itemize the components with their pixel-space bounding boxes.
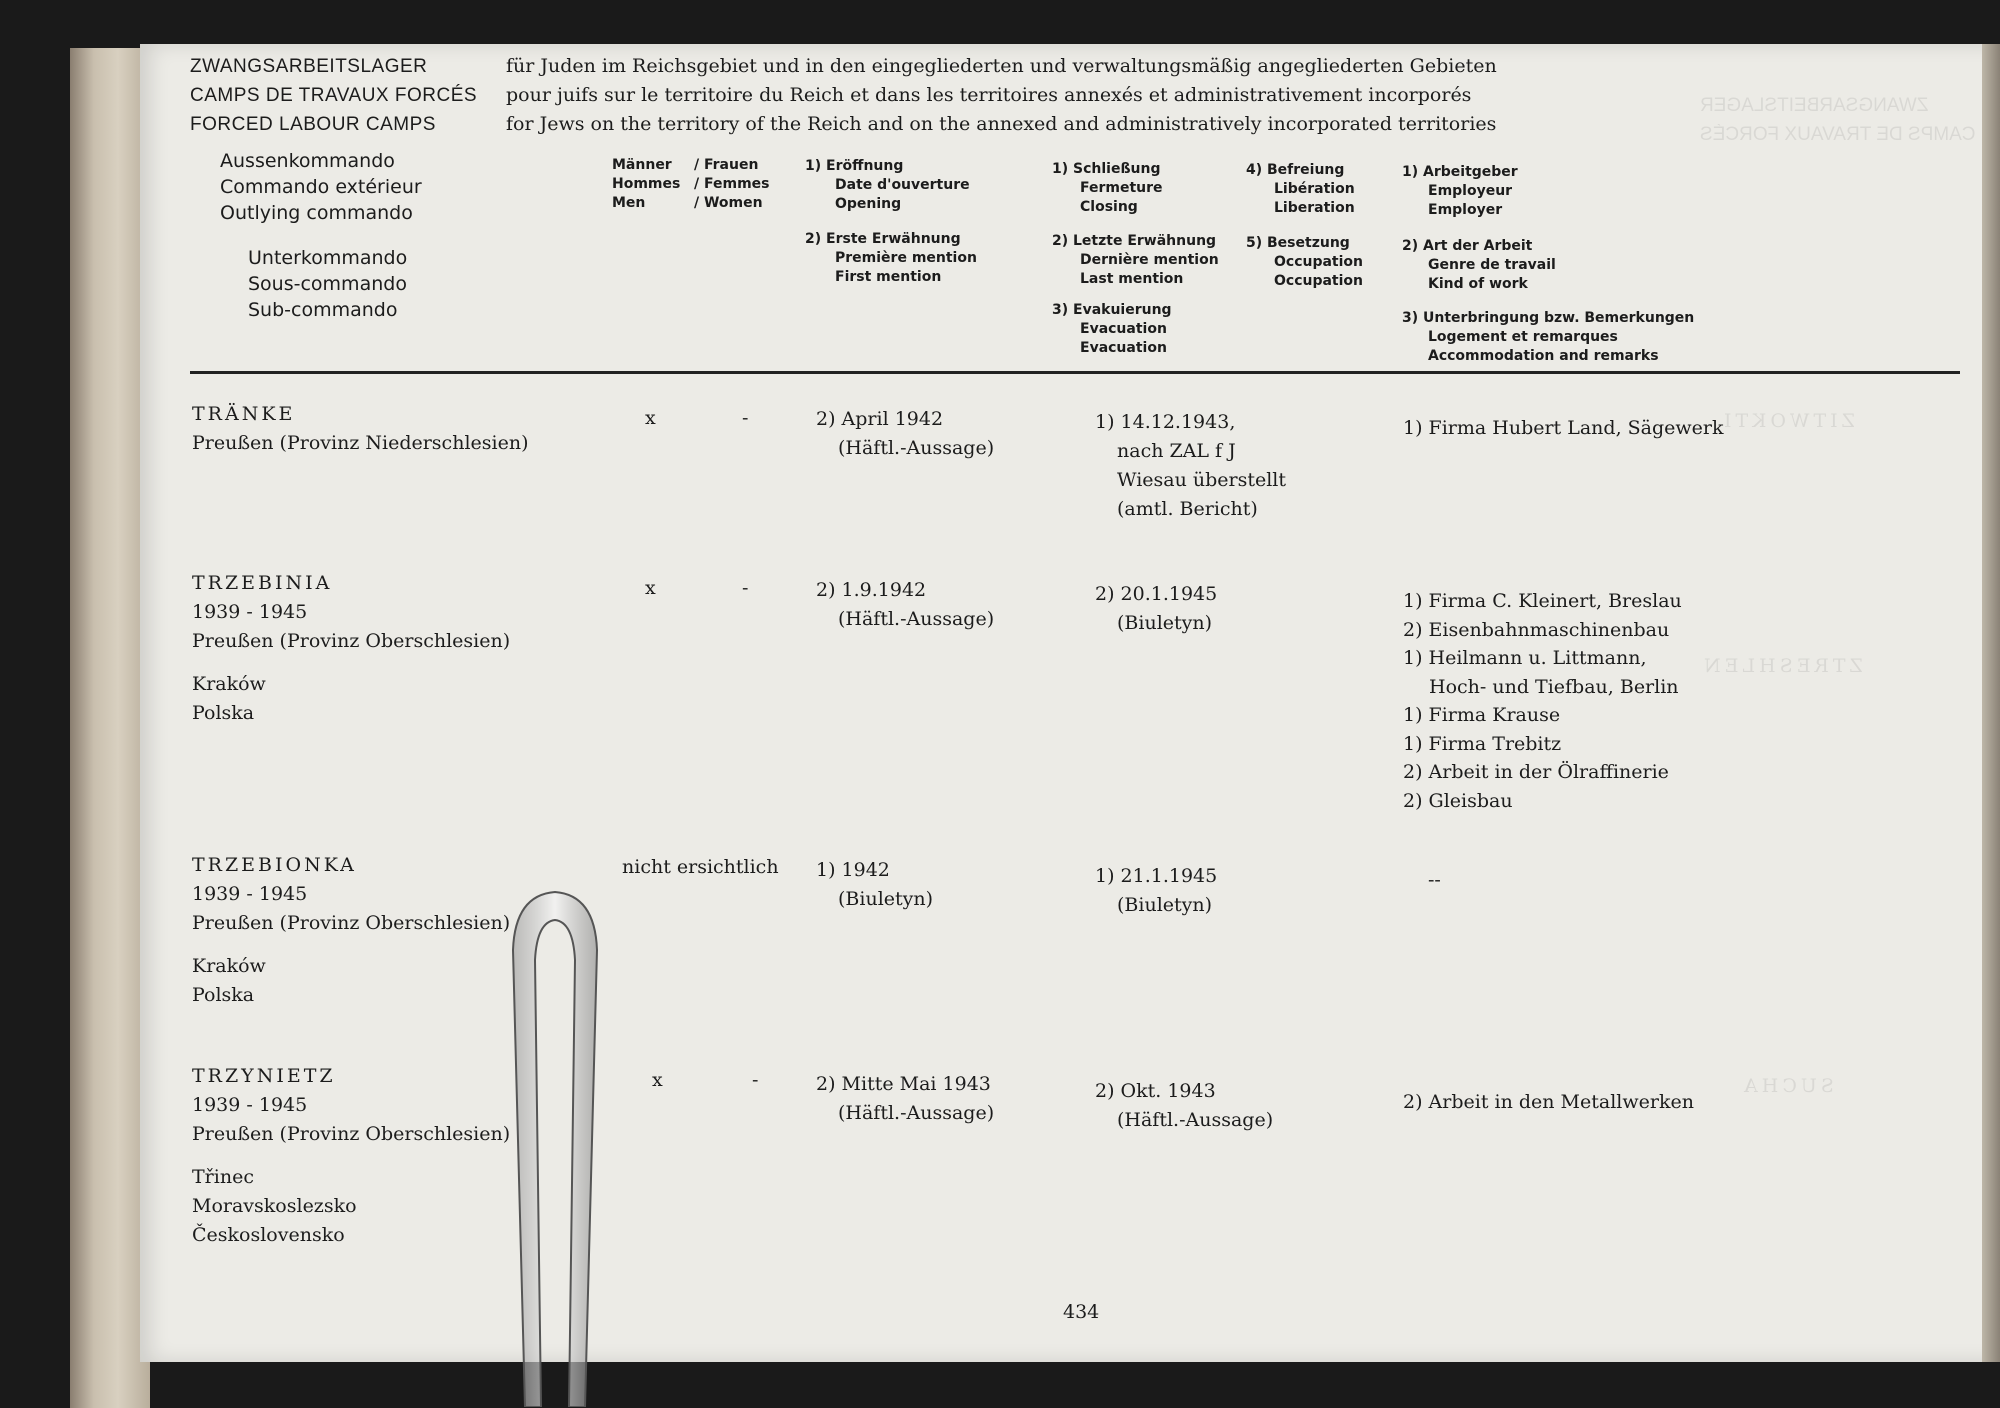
camp-name: TRZYNIETZ xyxy=(192,1065,336,1087)
category-labels xyxy=(190,52,477,139)
tweezer-clip-icon xyxy=(505,890,605,1407)
entry-trzynietz-remarks: 2) Arbeit in den Metallwerken xyxy=(1403,1091,1694,1113)
description-en: for Jews on the territory of the Reich and on the annexed and administratively incorporated territories xyxy=(506,113,1497,135)
entry-trzynietz-men: x xyxy=(652,1069,663,1091)
entry-trzebinia-men: x xyxy=(645,577,656,599)
entry-traenke-men: x xyxy=(645,407,656,429)
page-stack-edge xyxy=(70,48,150,1408)
entry-trzebionka-end: 1) 21.1.1945 (Biuletyn) xyxy=(1095,865,1218,916)
first-mention-column-header: 2) Erste Erwähnung Première mention First mention xyxy=(805,231,977,285)
category-description xyxy=(506,52,1497,139)
gender-column-header: Männer / Frauen Hommes / Femmes Men / Women xyxy=(612,157,770,211)
entry-trzebionka-location: TRZEBIONKA 1939 - 1945 Preußen (Provinz Oberschlesien) Kraków Polska xyxy=(192,851,510,1010)
accommodation-column-header: 3) Unterbringung bzw. Bemerkungen Logement et remarques Accommodation and remarks xyxy=(1402,310,1695,364)
description-fr: pour juifs sur le territoire du Reich et dans les territoires annexés et administrativement incorporés xyxy=(506,84,1472,106)
entry-trzebinia-location: TRZEBINIA 1939 - 1945 Preußen (Provinz Oberschlesien) Kraków Polska xyxy=(192,569,510,728)
opening-column-header: 1) Eröffnung Date d'ouverture Opening xyxy=(805,158,970,212)
entry-trzynietz-end: 2) Okt. 1943 (Häftl.-Aussage) xyxy=(1095,1080,1274,1131)
category-fr: CAMPS DE TRAVAUX FORCÉS xyxy=(190,85,478,106)
outlying-commando-legend: Aussenkommando Commando extérieur Outlying commando xyxy=(220,150,422,224)
liberation-column-header: 4) Befreiung Libération Liberation xyxy=(1246,162,1355,216)
entry-trzynietz-start: 2) Mitte Mai 1943 (Häftl.-Aussage) xyxy=(816,1073,995,1124)
entry-trzebionka-start: 1) 1942 (Biuletyn) xyxy=(816,859,934,910)
category-en: FORCED LABOUR CAMPS xyxy=(190,114,436,135)
sub-commando-legend: Unterkommando Sous-commando Sub-commando xyxy=(248,247,408,321)
page-number: 434 xyxy=(1063,1301,1100,1323)
work-column-header: 2) Art der Arbeit Genre de travail Kind of work xyxy=(1402,238,1556,292)
camp-name: TRZEBINIA xyxy=(192,572,333,594)
entry-traenke-end: 1) 14.12.1943, nach ZAL f J Wiesau überstellt (amtl. Bericht) xyxy=(1095,411,1287,520)
camp-name: TRÄNKE xyxy=(192,403,296,425)
entry-trzynietz-location: TRZYNIETZ 1939 - 1945 Preußen (Provinz Oberschlesien) Třinec Moravskoslezsko Československo xyxy=(192,1062,510,1250)
category-de: ZWANGSARBEITSLAGER xyxy=(190,56,428,77)
camp-name: TRZEBIONKA xyxy=(192,854,357,876)
facing-page-edge xyxy=(1982,44,2000,1362)
evacuation-column-header: 3) Evakuierung Evacuation Evacuation xyxy=(1052,302,1172,356)
last-mention-column-header: 2) Letzte Erwähnung Dernière mention Last mention xyxy=(1052,233,1219,287)
header-rule xyxy=(190,371,1960,374)
entry-traenke-remarks: 1) Firma Hubert Land, Sägewerk xyxy=(1403,417,1724,439)
entry-traenke-start: 2) April 1942 (Häftl.-Aussage) xyxy=(816,408,995,459)
entry-trzebionka-gender-note: nicht ersichtlich xyxy=(622,856,779,878)
entry-trzebinia-start: 2) 1.9.1942 (Häftl.-Aussage) xyxy=(816,579,995,630)
entry-trzebinia-end: 2) 20.1.1945 (Biuletyn) xyxy=(1095,583,1218,634)
entry-trzebinia-remarks: 1) Firma C. Kleinert, Breslau 2) Eisenbahnmaschinenbau 1) Heilmann u. Littmann, Hoch- und Tiefbau, Berlin 1) Firma Krause 1) Firma Trebitz 2) Arbeit in der Ölraffinerie 2) Gleisbau xyxy=(1403,590,1682,812)
description-de: für Juden im Reichsgebiet und in den eingegliederten und verwaltungsmäßig angegliederten Gebieten xyxy=(506,55,1497,77)
occupation-column-header: 5) Besetzung Occupation Occupation xyxy=(1246,235,1364,289)
entry-trzynietz-women: - xyxy=(752,1069,759,1091)
employer-column-header: 1) Arbeitgeber Employeur Employer xyxy=(1402,164,1518,218)
closing-column-header: 1) Schließung Fermeture Closing xyxy=(1052,161,1163,215)
entry-trzebinia-women: - xyxy=(742,577,749,599)
entry-trzebionka-remarks: -- xyxy=(1428,869,1441,891)
entry-traenke-women: - xyxy=(742,407,749,429)
entry-traenke-location: TRÄNKE Preußen (Provinz Niederschlesien) xyxy=(192,400,528,458)
